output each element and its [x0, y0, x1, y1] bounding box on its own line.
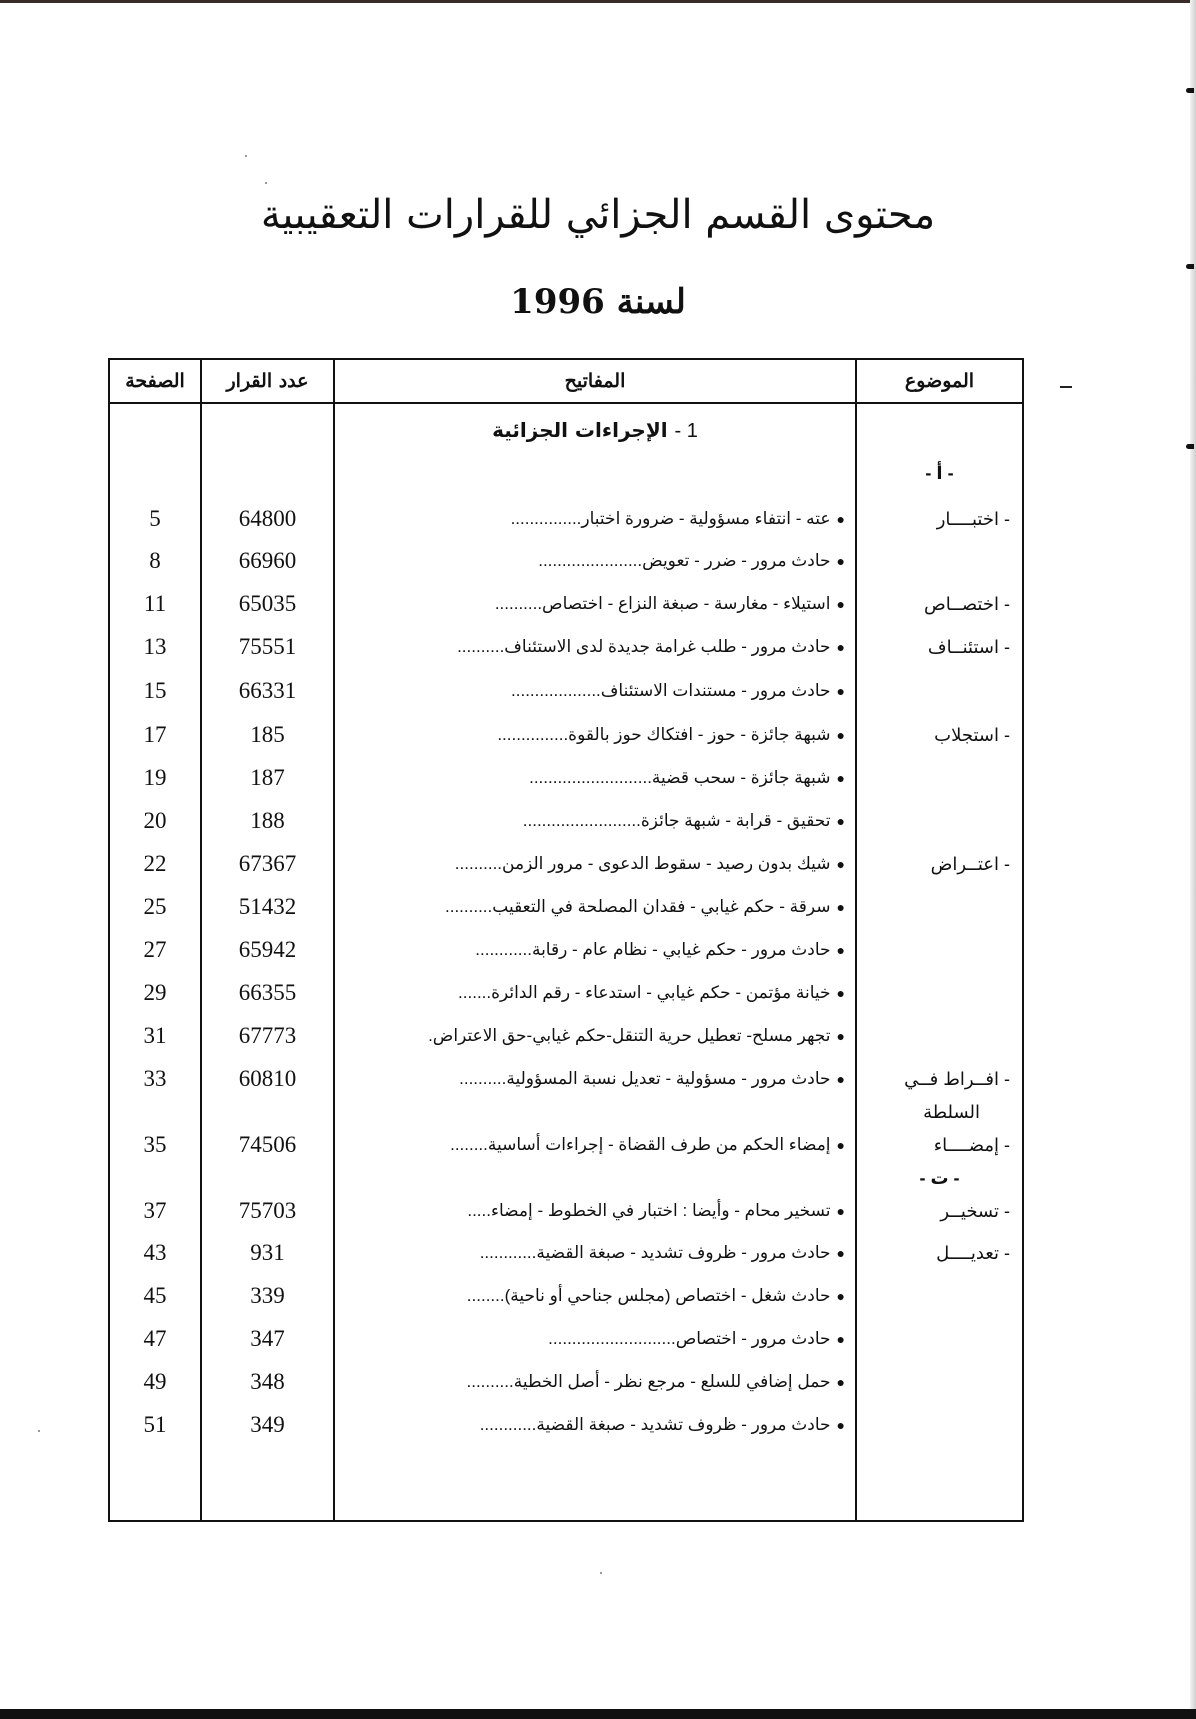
scan-speck — [265, 182, 267, 184]
bullet-icon: ● — [836, 683, 845, 699]
subject-label: - تسخيــر — [940, 1201, 1010, 1221]
page-number: 19 — [143, 765, 167, 790]
scan-speck — [600, 1572, 602, 1574]
document-year: لسنة 1996 — [510, 282, 686, 322]
page-number: 20 — [143, 808, 167, 833]
bullet-icon: ● — [836, 1331, 845, 1347]
section-heading — [335, 418, 855, 443]
subject-label: - استئنــاف — [927, 637, 1010, 657]
subject-label: - تعديــــل — [936, 1243, 1010, 1263]
page-number: 51 — [143, 1412, 167, 1437]
header-subject: الموضوع — [856, 359, 1023, 403]
decision-number: 347 — [250, 1326, 285, 1351]
keyword-text: حمل إضافي للسلع - مرجع نظر - أصل الخطية.......... — [466, 1372, 831, 1391]
bullet-icon: ● — [836, 639, 845, 655]
page-number: 5 — [149, 506, 161, 531]
keyword-entry — [335, 849, 855, 879]
keyword-entry — [335, 892, 855, 922]
keyword-text: حادث مرور - طلب غرامة جديدة لدى الاستئناف.......... — [457, 637, 831, 656]
page-number: 33 — [143, 1066, 167, 1091]
keyword-text: تجهر مسلح- تعطيل حرية التنقل-حكم غيابي-حق الاعتراض. — [428, 1026, 831, 1045]
keyword-text: شبهة جائزة - حوز - افتكاك حوز بالقوة............... — [497, 725, 831, 744]
page-number: 27 — [143, 937, 167, 962]
section-title: الإجراءات الجزائية — [492, 418, 668, 442]
subject-label: - اختصــاص — [924, 594, 1010, 614]
page-number: 29 — [143, 980, 167, 1005]
keyword-text: حادث مرور - حكم غيابي - نظام عام - رقابة............ — [475, 940, 831, 959]
decision-number: 51432 — [238, 894, 297, 919]
keyword-text: حادث مرور - اختصاص........................... — [548, 1329, 831, 1348]
decision-number: 67367 — [238, 851, 297, 876]
margin-mark — [1060, 386, 1072, 388]
bullet-icon: ● — [836, 1245, 845, 1261]
keyword-entry — [335, 720, 855, 750]
index-table — [108, 358, 1024, 1522]
header-keywords: المفاتيح — [334, 359, 856, 403]
bullet-icon: ● — [836, 899, 845, 915]
keyword-text: سرقة - حكم غيابي - فقدان المصلحة في التعقيب.......... — [445, 897, 831, 916]
bullet-icon: ● — [836, 770, 845, 786]
subject-letter-heading: - أ - — [925, 463, 954, 483]
bullet-icon: ● — [836, 1137, 845, 1153]
page-number: 8 — [149, 548, 161, 573]
page-number: 49 — [143, 1369, 167, 1394]
keyword-text: حادث مرور - مستندات الاستئناف................... — [511, 681, 831, 700]
keyword-text: حادث شغل - اختصاص (مجلس جناحي أو ناحية)........ — [466, 1286, 831, 1305]
keyword-text: عته - انتفاء مسؤولية - ضرورة اختبار............... — [510, 509, 831, 528]
bullet-icon: ● — [836, 856, 845, 872]
header-page: الصفحة — [109, 359, 201, 403]
header-decision-number: عدد القرار — [201, 359, 334, 403]
bullet-icon: ● — [836, 1071, 845, 1087]
scan-speck — [38, 1430, 40, 1432]
keyword-entry — [335, 935, 855, 965]
keyword-entry — [335, 504, 855, 534]
keyword-entry — [335, 763, 855, 793]
subject-column — [856, 403, 1023, 1521]
bullet-icon: ● — [836, 985, 845, 1001]
scan-right-edge — [1190, 0, 1196, 1719]
decision-number: 187 — [250, 765, 285, 790]
decision-number: 349 — [250, 1412, 285, 1437]
keyword-text: حادث مرور - ظروف تشديد - صبغة القضية............ — [479, 1415, 831, 1434]
subject-label: - استجلاب — [934, 725, 1010, 745]
decision-number: 188 — [250, 808, 285, 833]
bullet-icon: ● — [836, 1374, 845, 1390]
page-number: 47 — [143, 1326, 167, 1351]
page-number: 43 — [143, 1240, 167, 1265]
keyword-text: حادث مرور - ظروف تشديد - صبغة القضية............ — [479, 1243, 831, 1262]
bullet-icon: ● — [836, 596, 845, 612]
keyword-entry — [335, 546, 855, 576]
keyword-text: شيك بدون رصيد - سقوط الدعوى - مرور الزمن.......... — [454, 854, 831, 873]
keyword-entry — [335, 1064, 855, 1094]
bullet-icon: ● — [836, 1203, 845, 1219]
subject-label: - اختبــــار — [936, 509, 1010, 529]
page-number: 15 — [143, 678, 167, 703]
decision-number: 75703 — [238, 1198, 297, 1223]
decision-number: 75551 — [238, 634, 297, 659]
keyword-entry — [335, 632, 855, 662]
keyword-text: خيانة مؤتمن - حكم غيابي - استدعاء - رقم الدائرة....... — [458, 983, 831, 1002]
page-number: 45 — [143, 1283, 167, 1308]
page-number: 11 — [143, 591, 167, 616]
keyword-entry — [335, 1130, 855, 1160]
keyword-text: حادث مرور - ضرر - تعويض...................... — [538, 551, 831, 570]
keyword-entry — [335, 806, 855, 836]
decision-number: 60810 — [238, 1066, 297, 1091]
decision-number-column — [201, 403, 334, 1521]
binding-mark — [1186, 88, 1194, 93]
page-number: 31 — [143, 1023, 167, 1048]
keyword-entry — [335, 676, 855, 706]
section-number: 1 - — [674, 420, 698, 442]
scan-top-edge — [0, 0, 1196, 3]
decision-number: 339 — [250, 1283, 285, 1308]
page-number: 22 — [143, 851, 167, 876]
subject-label: السلطة — [923, 1102, 980, 1122]
decision-number: 931 — [250, 1240, 285, 1265]
decision-number: 66331 — [238, 678, 297, 703]
page-number: 35 — [143, 1132, 167, 1157]
keyword-entry — [335, 1238, 855, 1268]
keyword-text: استيلاء - مغارسة - صبغة النزاع - اختصاص.......... — [494, 594, 831, 613]
keyword-entry — [335, 1196, 855, 1226]
keyword-entry — [335, 1367, 855, 1397]
decision-number: 74506 — [238, 1132, 297, 1157]
bullet-icon: ● — [836, 553, 845, 569]
decision-number: 65035 — [238, 591, 297, 616]
page-number: 13 — [143, 634, 167, 659]
bullet-icon: ● — [836, 813, 845, 829]
bullet-icon: ● — [836, 1028, 845, 1044]
keyword-entry — [335, 1410, 855, 1440]
document-title: محتوى القسم الجزائي للقرارات التعقيبية — [260, 192, 936, 238]
table-header-row — [109, 359, 1023, 403]
bullet-icon: ● — [836, 1288, 845, 1304]
subject-label: - افــراط فــي — [904, 1069, 1010, 1089]
scan-bottom-edge — [0, 1709, 1196, 1719]
keywords-column — [334, 403, 856, 1521]
decision-number: 65942 — [238, 937, 297, 962]
keyword-text: تسخير محام - وأيضا : اختبار في الخطوط - إمضاء..... — [467, 1201, 831, 1220]
decision-number: 64800 — [238, 506, 297, 531]
keyword-text: إمضاء الحكم من طرف القضاة - إجراءات أساسية........ — [450, 1135, 831, 1154]
keyword-entry — [335, 978, 855, 1008]
bullet-icon: ● — [836, 727, 845, 743]
keyword-entry — [335, 1324, 855, 1354]
decision-number: 66960 — [238, 548, 297, 573]
decision-number: 185 — [250, 722, 285, 747]
bullet-icon: ● — [836, 1417, 845, 1433]
page-number: 25 — [143, 894, 167, 919]
keyword-text: شبهة جائزة - سحب قضية.......................... — [529, 768, 831, 787]
subject-letter-heading: - ت - — [919, 1168, 960, 1188]
keyword-entry — [335, 589, 855, 619]
decision-number: 67773 — [238, 1023, 297, 1048]
page-number: 17 — [143, 722, 167, 747]
bullet-icon: ● — [836, 511, 845, 527]
subject-label: - اعتــراض — [930, 854, 1010, 874]
keyword-text: حادث مرور - مسؤولية - تعديل نسبة المسؤولية.......... — [459, 1069, 831, 1088]
scan-speck — [245, 155, 247, 157]
keyword-text: تحقيق - قرابة - شبهة جائزة......................... — [522, 811, 831, 830]
keyword-entry — [335, 1281, 855, 1311]
decision-number: 66355 — [238, 980, 297, 1005]
decision-number: 348 — [250, 1369, 285, 1394]
keyword-entry — [335, 1021, 855, 1051]
binding-mark — [1186, 444, 1194, 449]
bullet-icon: ● — [836, 942, 845, 958]
binding-mark — [1186, 264, 1194, 269]
subject-label: - إمضــــاء — [933, 1135, 1010, 1155]
page-number: 37 — [143, 1198, 167, 1223]
page-column — [109, 403, 201, 1521]
